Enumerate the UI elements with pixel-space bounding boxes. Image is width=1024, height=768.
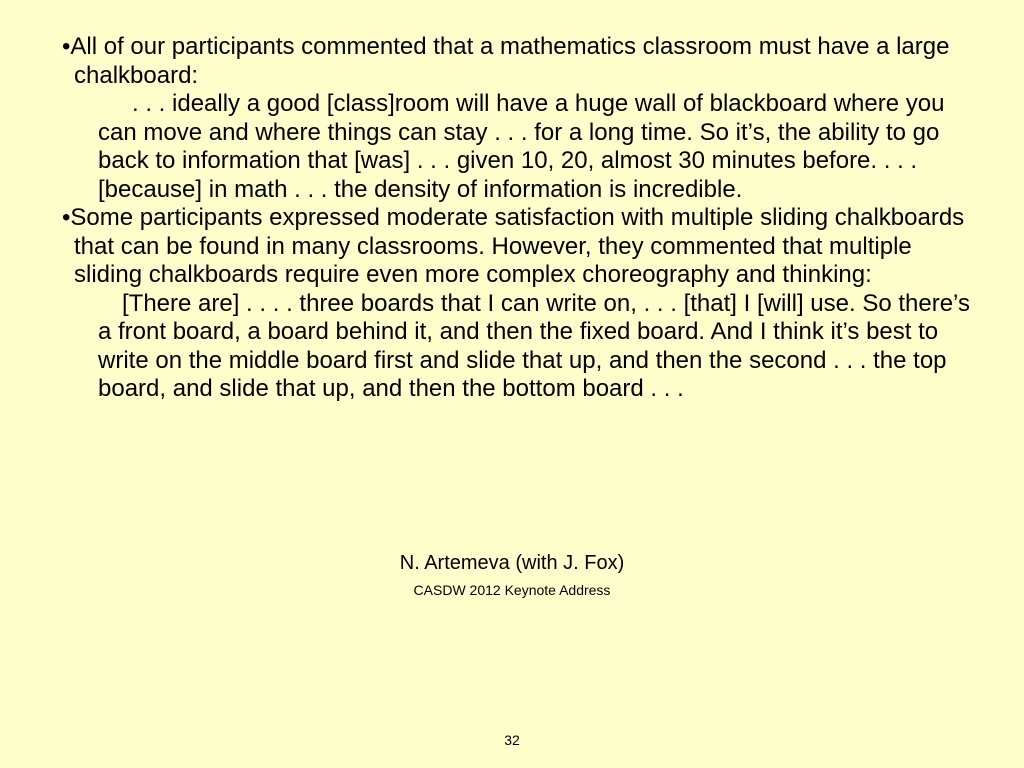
slide-content xyxy=(50,33,980,404)
attribution-author: N. Artemeva (with J. Fox) xyxy=(399,552,625,574)
page-number: 32 xyxy=(504,732,520,748)
bullet-1: •All of our participants commented that a mathematics classroom must have a large chalkboard: xyxy=(62,33,950,89)
bullet-2: •Some participants expressed moderate satisfaction with multiple sliding chalkboards that can be found in many classrooms. However, they commented that multiple sliding chalkboards require even more complex choreography and thinking: xyxy=(62,204,965,288)
quote-2: [There are] . . . . three boards that I can write on, . . . [that] I [will] use. So there’s a front board, a board behind it, and then the fixed board. And I think it’s best to write on the middle board first and slide that up, and then the second . . . the top board, and slide that up, and then the bottom board . . . xyxy=(98,289,970,402)
quote-1: . . . ideally a good [class]room will have a huge wall of blackboard where you can move and where things can stay . . . for a long time. So it’s, the ability to go back to information that [was] . . . given 10, 20, almost 30 minutes before. . . . [because] in math . . . the density of information is incredible. xyxy=(98,90,945,203)
attribution-event: CASDW 2012 Keynote Address xyxy=(413,582,611,598)
